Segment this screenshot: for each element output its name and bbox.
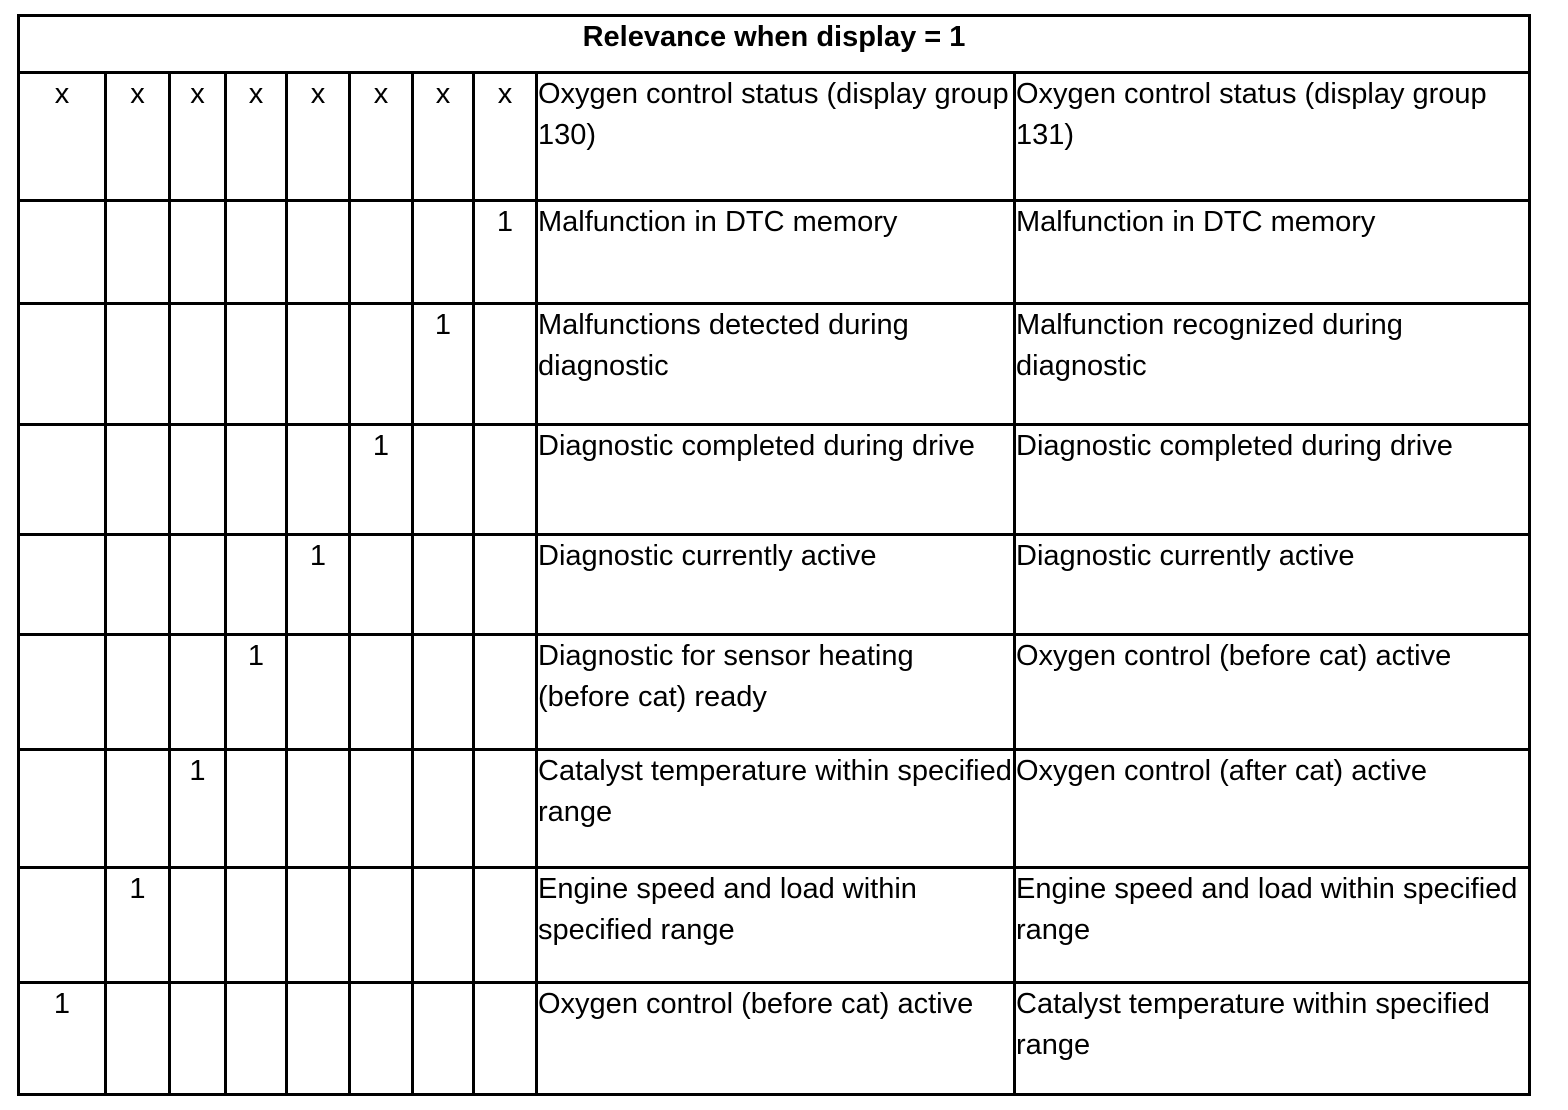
bit-cell <box>106 750 170 868</box>
bit-cell <box>170 201 226 304</box>
bit-cell <box>350 635 413 750</box>
bit-cell <box>474 983 537 1095</box>
bit-cell <box>350 983 413 1095</box>
group-131-description: Diagnostic currently active <box>1015 535 1530 635</box>
table-row <box>19 425 1530 535</box>
bit-cell <box>413 983 474 1095</box>
bit-cell <box>474 635 537 750</box>
bit-cell <box>287 983 350 1095</box>
bit-cell: 1 <box>226 635 287 750</box>
bit-header-cell: x <box>413 73 474 201</box>
group-131-description: Malfunction in DTC memory <box>1015 201 1530 304</box>
table-row <box>19 750 1530 868</box>
bit-cell <box>474 868 537 983</box>
bit-header-cell: x <box>170 73 226 201</box>
group-131-header: Oxygen control status (display group 131) <box>1015 73 1530 201</box>
bit-cell <box>19 868 106 983</box>
bit-header-cell: x <box>19 73 106 201</box>
table-row <box>19 983 1530 1095</box>
bit-header-cell: x <box>474 73 537 201</box>
bit-cell: 1 <box>287 535 350 635</box>
bit-cell <box>170 425 226 535</box>
bit-cell <box>170 868 226 983</box>
bit-cell <box>106 304 170 425</box>
table-row <box>19 635 1530 750</box>
group-130-header: Oxygen control status (display group 130) <box>537 73 1015 201</box>
bit-cell <box>19 750 106 868</box>
bit-cell <box>106 425 170 535</box>
bit-cell <box>287 304 350 425</box>
bit-cell <box>350 868 413 983</box>
bit-cell <box>287 635 350 750</box>
bit-cell <box>287 425 350 535</box>
bit-cell <box>413 750 474 868</box>
bit-header-cell: x <box>287 73 350 201</box>
bit-cell <box>413 868 474 983</box>
group-131-description: Engine speed and load within specified range <box>1015 868 1530 983</box>
title-row <box>19 16 1530 73</box>
bit-cell <box>287 201 350 304</box>
table-row <box>19 201 1530 304</box>
bit-cell <box>226 535 287 635</box>
bit-cell <box>413 425 474 535</box>
group-131-description: Malfunction recognized during diagnostic <box>1015 304 1530 425</box>
group-131-description: Diagnostic completed during drive <box>1015 425 1530 535</box>
bit-cell <box>170 635 226 750</box>
table-row <box>19 535 1530 635</box>
group-130-description: Malfunction in DTC memory <box>537 201 1015 304</box>
bit-cell <box>413 201 474 304</box>
group-131-description: Oxygen control (before cat) active <box>1015 635 1530 750</box>
header-row <box>19 73 1530 201</box>
group-130-description: Engine speed and load within specified range <box>537 868 1015 983</box>
bit-cell <box>19 201 106 304</box>
bit-cell <box>350 535 413 635</box>
bit-cell: 1 <box>19 983 106 1095</box>
bit-cell <box>170 304 226 425</box>
bit-cell <box>350 750 413 868</box>
bit-cell: 1 <box>106 868 170 983</box>
table-title: Relevance when display = 1 <box>19 16 1530 73</box>
bit-cell <box>287 868 350 983</box>
group-130-description: Diagnostic completed during drive <box>537 425 1015 535</box>
bit-cell: 1 <box>350 425 413 535</box>
bit-cell <box>226 983 287 1095</box>
group-130-description: Malfunctions detected during diagnostic <box>537 304 1015 425</box>
group-131-description: Catalyst temperature within specified range <box>1015 983 1530 1095</box>
bit-cell <box>287 750 350 868</box>
bit-cell <box>170 535 226 635</box>
bit-cell: 1 <box>413 304 474 425</box>
bit-cell <box>350 304 413 425</box>
bit-cell <box>226 750 287 868</box>
bit-cell <box>350 201 413 304</box>
bit-cell <box>226 304 287 425</box>
bit-cell <box>19 425 106 535</box>
bit-cell <box>474 750 537 868</box>
bit-cell <box>226 425 287 535</box>
bit-cell: 1 <box>474 201 537 304</box>
bit-cell <box>106 635 170 750</box>
bit-cell <box>19 635 106 750</box>
table-row <box>19 868 1530 983</box>
bit-cell <box>413 635 474 750</box>
group-130-description: Diagnostic currently active <box>537 535 1015 635</box>
bit-cell <box>170 983 226 1095</box>
group-130-description: Oxygen control (before cat) active <box>537 983 1015 1095</box>
bit-header-cell: x <box>226 73 287 201</box>
bit-cell <box>474 535 537 635</box>
bit-header-cell: x <box>350 73 413 201</box>
group-130-description: Catalyst temperature within specified range <box>537 750 1015 868</box>
group-131-description: Oxygen control (after cat) active <box>1015 750 1530 868</box>
bit-cell <box>474 304 537 425</box>
bit-header-cell: x <box>106 73 170 201</box>
bit-cell <box>19 535 106 635</box>
table-row <box>19 304 1530 425</box>
bit-cell <box>106 201 170 304</box>
bit-cell <box>474 425 537 535</box>
bit-cell: 1 <box>170 750 226 868</box>
bit-cell <box>106 535 170 635</box>
group-130-description: Diagnostic for sensor heating (before cat) ready <box>537 635 1015 750</box>
bit-cell <box>226 201 287 304</box>
bit-cell <box>106 983 170 1095</box>
bit-cell <box>413 535 474 635</box>
oxygen-control-status-table <box>17 14 1531 1096</box>
bit-cell <box>226 868 287 983</box>
bit-cell <box>19 304 106 425</box>
